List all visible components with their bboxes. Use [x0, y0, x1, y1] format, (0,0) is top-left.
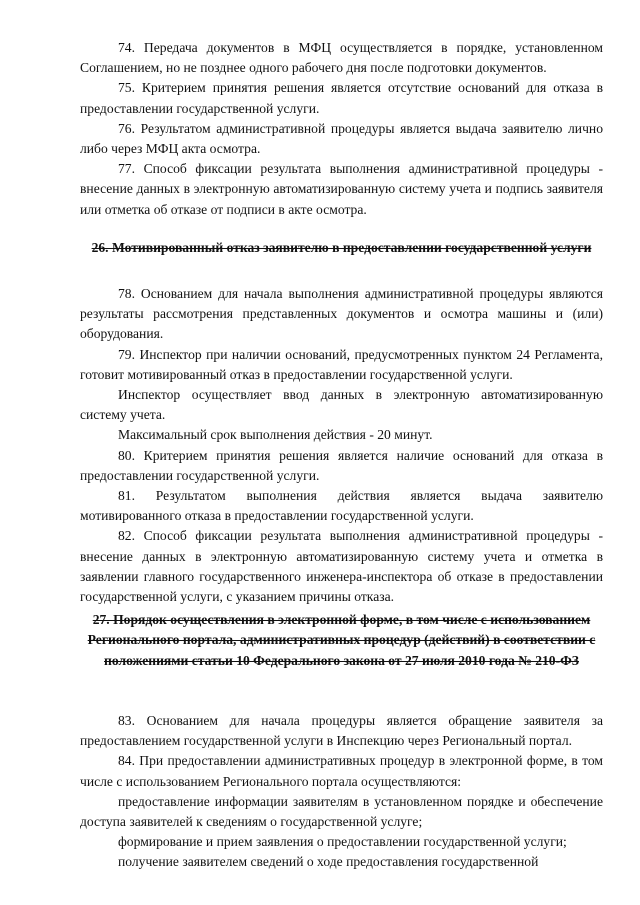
section-heading-26: 26. Мотивированный отказ заявителю в предоставлении государственной услуги: [91, 239, 592, 255]
document-page: [80, 38, 603, 873]
paragraph-81: 81. Результатом выполнения действия является выдача заявителю мотивированного отказа в предоставлении государственной услуги.: [80, 488, 603, 524]
paragraph-84: 84. При предоставлении административных процедур в электронной форме, в том числе с использованием Регионального портала осуществляются:: [80, 753, 603, 789]
paragraph-75: 75. Критерием принятия решения является отсутствие оснований для отказа в предоставлении государственной услуги.: [80, 80, 603, 116]
paragraph-78: 78. Основанием для начала выполнения административной процедуры являются результаты рассмотрения представленных документов и осмотра машины и (или) оборудования.: [80, 286, 603, 342]
section-heading-27: 27. Порядок осуществления в электронной форме, в том числе с использованием Регионального портала, административных процедур (действий) в соответствии с положениями статьи 10 Федерального закона от 27 июля 2010 года № 210-ФЗ: [87, 612, 596, 668]
paragraph-77: 77. Способ фиксации результата выполнения административной процедуры - внесение данных в электронную автоматизированную систему учета и подпись заявителя или отметка об отказе от подписи в акте осмотра.: [80, 161, 603, 217]
paragraph-80: 80. Критерием принятия решения является наличие оснований для отказа в предоставлении государственной услуги.: [80, 447, 603, 483]
paragraph-79: 79. Инспектор при наличии оснований, предусмотренных пунктом 24 Регламента, готовит мотивированный отказ в предоставлении государственной услуги.: [80, 346, 603, 382]
list-item-status: получение заявителем сведений о ходе предоставления государственной: [118, 854, 539, 870]
paragraph-74: 74. Передача документов в МФЦ осуществляется в порядке, установленном Соглашением, но не позднее одного рабочего дня после подготовки документов.: [80, 40, 603, 76]
paragraph-79-data-entry: Инспектор осуществляет ввод данных в электронную автоматизированную систему учета.: [80, 387, 603, 423]
paragraph-83: 83. Основанием для начала процедуры является обращение заявителя за предоставлением государственной услуги в Инспекцию через Региональный портал.: [80, 712, 603, 749]
paragraph-79-deadline: Максимальный срок выполнения действия - 20 минут.: [118, 427, 433, 443]
paragraph-76: 76. Результатом административной процедуры является выдача заявителю лично либо через МФЦ акта осмотра.: [80, 120, 603, 157]
list-item-application: формирование и прием заявления о предоставлении государственной услуги;: [118, 834, 567, 850]
paragraph-82: 82. Способ фиксации результата выполнения административной процедуры - внесение данных в электронную автоматизированную систему учета и отметка в заявлении главного государственного инженера-инспектора об отказе в предоставлении государственной услуги, с указанием причины отказа.: [80, 528, 603, 605]
list-item-info: предоставление информации заявителям в установленном порядке и обеспечение доступа заявителей к сведениям о государственной услуге;: [80, 793, 603, 829]
